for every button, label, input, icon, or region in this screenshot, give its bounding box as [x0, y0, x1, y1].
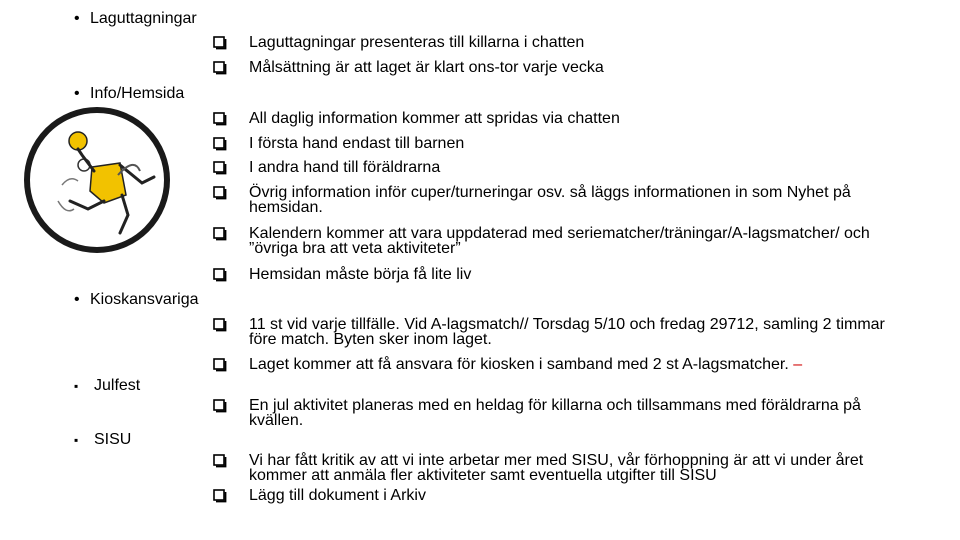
square-bullet-icon: ▪: [74, 433, 79, 447]
square-bullet-icon: ▪: [74, 379, 79, 393]
section-heading-info-hemsida: • Info/Hemsida: [74, 85, 185, 102]
bullet-icon: •: [74, 10, 80, 27]
checkbox-bullet-icon: [213, 268, 227, 282]
bullet-icon: •: [74, 85, 80, 102]
bullet-icon: •: [74, 291, 80, 308]
handball-player-logo: [22, 105, 172, 255]
section-heading-kioskansvariga: • Kioskansvariga: [74, 291, 199, 308]
checkbox-bullet-icon: [213, 137, 227, 151]
checkbox-bullet-icon: [213, 454, 227, 468]
checkbox-bullet-icon: [213, 161, 227, 175]
checkbox-bullet-icon: [213, 489, 227, 503]
checkbox-bullet-icon: [213, 61, 227, 75]
section-heading-sisu: ▪ SISU: [74, 431, 132, 448]
red-dash-mark: –: [793, 356, 803, 373]
checkbox-bullet-icon: [213, 36, 227, 50]
checkbox-bullet-icon: [213, 358, 227, 372]
checkbox-bullet-icon: [213, 186, 227, 200]
checkbox-bullet-icon: [213, 399, 227, 413]
checkbox-bullet-icon: [213, 318, 227, 332]
section-heading-laguttagningar: • Laguttagningar: [74, 10, 197, 27]
section-heading-julfest: ▪ Julfest: [74, 377, 141, 394]
checkbox-bullet-icon: [213, 112, 227, 126]
checkbox-bullet-icon: [213, 227, 227, 241]
slide: • Laguttagningar Laguttagningar presenteras till killarna i chatten Målsättning är att laget är klart ons-tor varje vecka • Info/Hemsida All daglig information kommer att spridas via chatten I första hand endast till barnen I andra hand till föräldrarna Övrig information inför cuper/turneringar osv. så läggs informationen in som Nyhet på hemsidan. Kalendern kommer att vara uppdaterad med seriematcher/träningar/A-lagsmatcher/ och ”övriga bra att veta aktiviteter” Hemsidan måste börja få lite liv • Kioskansvariga 11 st vid varje tillfälle. Vid A-lagsmatch// Torsdag 5/10 och fredag 29712, samling 2 timmar före match. Byten sker inom laget. Laget kommer att få ansvara för kiosken i samband med 2 st A-lagsmatcher. – ▪ Julfest En jul aktivitet planeras med en heldag för killarna och tillsammans med föräldrarna på kvällen. ▪ SISU Vi har fått kritik av att vi inte arbetar mer med SISU, vår förhoppning är att vi under året kommer att anmäla fler aktiviteter samt eventuella utgifter till SISU Lägg till dokument i Arkiv: [0, 0, 960, 540]
